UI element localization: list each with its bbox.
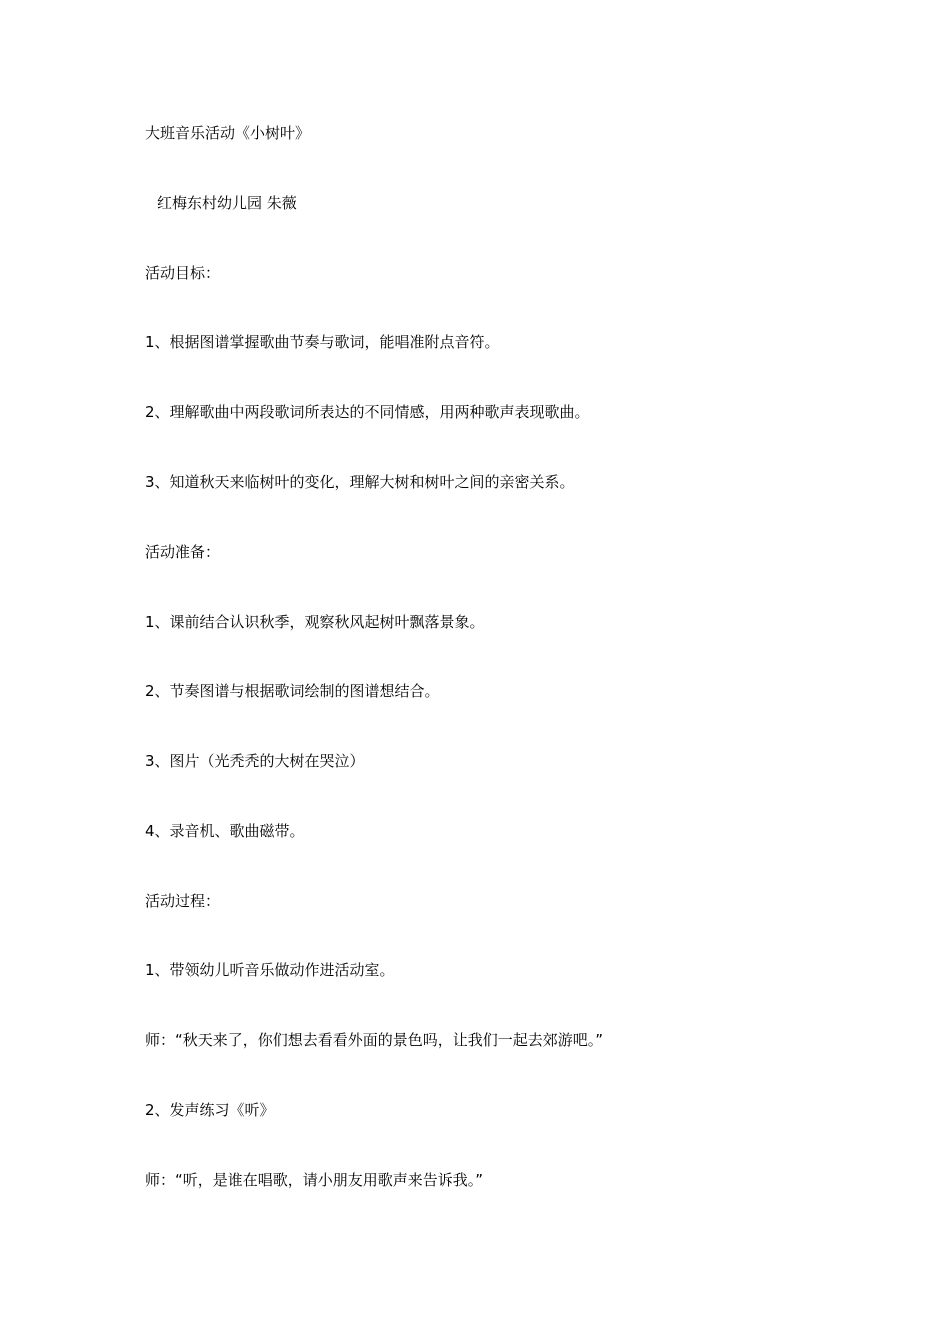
goal-item-3: 3、知道秋天来临树叶的变化，理解大树和树叶之间的亲密关系。 bbox=[145, 473, 575, 491]
document-author: 红梅东村幼儿园 朱薇 bbox=[157, 194, 297, 212]
process-heading: 活动过程： bbox=[145, 892, 221, 910]
document-title: 大班音乐活动《小树叶》 bbox=[145, 124, 311, 142]
process-item-2: 师：“秋天来了，你们想去看看外面的景色吗，让我们一起去郊游吧。” bbox=[145, 1031, 604, 1049]
prep-item-4: 4、录音机、歌曲磁带。 bbox=[145, 822, 305, 840]
prep-item-2: 2、节奏图谱与根据歌词绘制的图谱想结合。 bbox=[145, 682, 440, 700]
process-item-3: 2、发声练习《听》 bbox=[145, 1101, 275, 1119]
goal-item-2: 2、理解歌曲中两段歌词所表达的不同情感，用两种歌声表现歌曲。 bbox=[145, 403, 590, 421]
process-item-1: 1、带领幼儿听音乐做动作进活动室。 bbox=[145, 961, 395, 979]
prep-item-1: 1、课前结合认识秋季，观察秋风起树叶飘落景象。 bbox=[145, 613, 485, 631]
goal-item-1: 1、根据图谱掌握歌曲节奏与歌词，能唱准附点音符。 bbox=[145, 333, 500, 351]
prep-item-3: 3、图片（光秃秃的大树在哭泣） bbox=[145, 752, 365, 770]
goals-heading: 活动目标： bbox=[145, 264, 221, 282]
process-item-4: 师：“听，是谁在唱歌，请小朋友用歌声来告诉我。” bbox=[145, 1171, 484, 1189]
prep-heading: 活动准备： bbox=[145, 543, 221, 561]
